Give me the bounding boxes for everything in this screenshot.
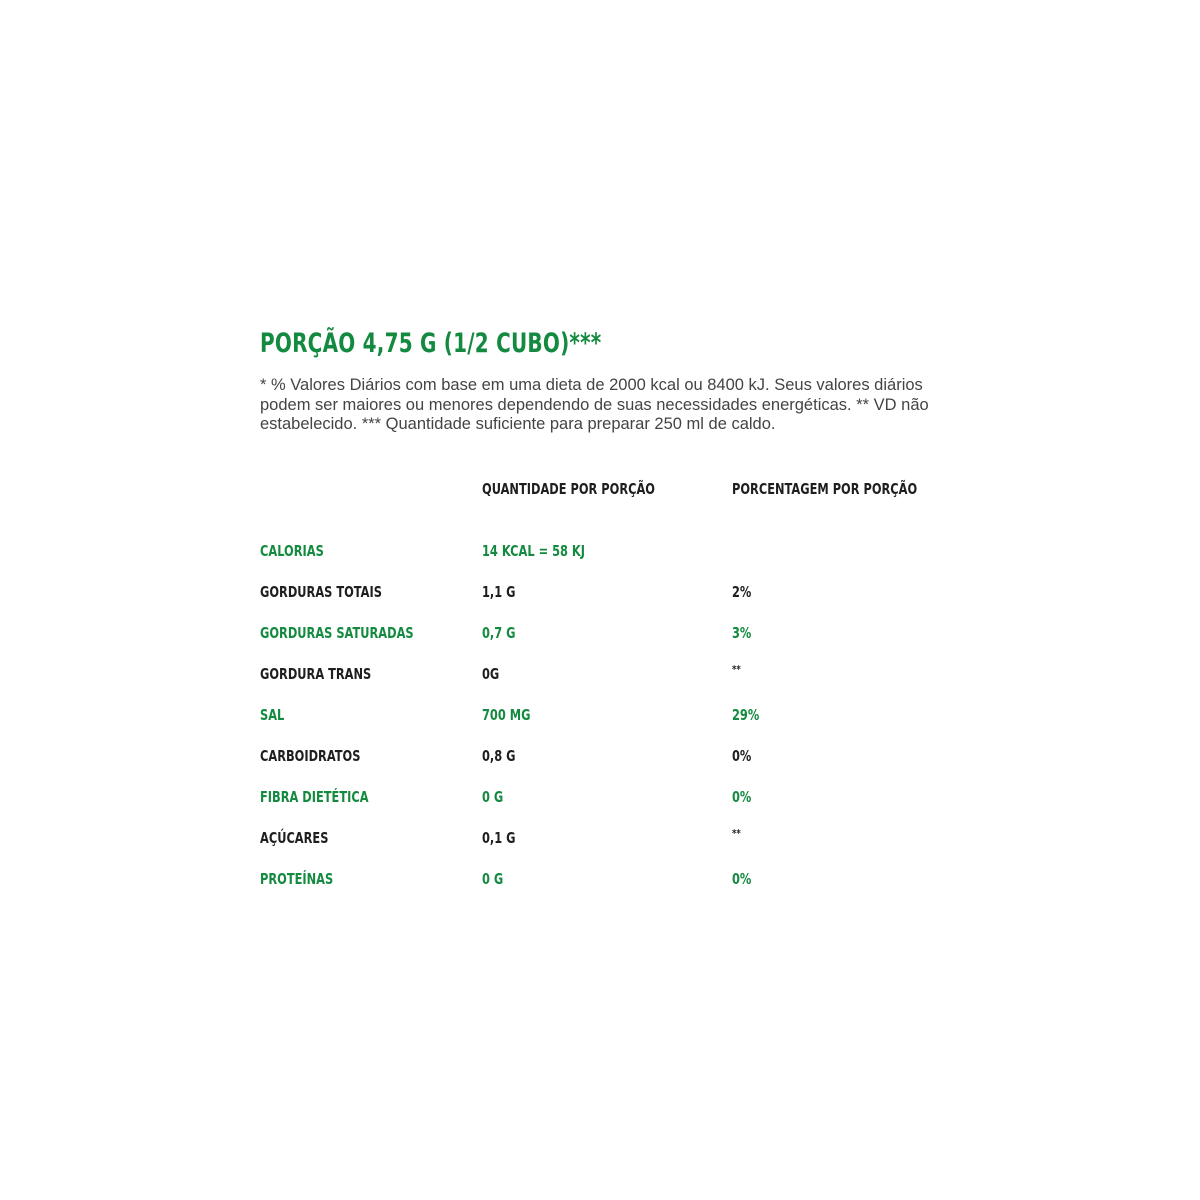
nutrient-percent: 0% <box>732 869 752 888</box>
table-row-gorduras-saturadas <box>260 623 980 664</box>
table-row-gorduras-totais <box>260 582 980 623</box>
nutrient-quantity: 0,1 G <box>482 828 516 847</box>
table-row-fibra-dietetica <box>260 787 980 828</box>
nutrient-name: CALORIAS <box>260 541 324 560</box>
nutrient-percent: ** <box>732 662 741 676</box>
nutrient-quantity: 0,7 G <box>482 623 516 642</box>
nutrient-name: GORDURA TRANS <box>260 664 372 683</box>
nutrient-percent: ** <box>732 826 741 840</box>
nutrient-percent: 3% <box>732 623 752 642</box>
nutrient-quantity: 0 G <box>482 787 504 806</box>
table-row-sal <box>260 705 980 746</box>
table-row-carboidratos <box>260 746 980 787</box>
nutrient-quantity: 700 MG <box>482 705 531 724</box>
header-percent-per-serving: PORCENTAGEM POR PORÇÃO <box>732 479 918 498</box>
nutrition-panel <box>260 326 980 910</box>
nutrient-quantity: 1,1 G <box>482 582 516 601</box>
nutrient-quantity: 0G <box>482 664 500 683</box>
nutrient-quantity: 0,8 G <box>482 746 516 765</box>
nutrient-percent: 0% <box>732 787 752 806</box>
nutrient-name: GORDURAS SATURADAS <box>260 623 414 642</box>
nutrient-percent: 29% <box>732 705 760 724</box>
table-header-row <box>260 479 980 541</box>
nutrition-table <box>260 479 980 910</box>
table-row-calorias <box>260 541 980 582</box>
daily-values-disclaimer: * % Valores Diários com base em uma dieta de 2000 kcal ou 8400 kJ. Seus valores diários podem ser maiores ou menores dependendo de suas necessidades energéticas. ** VD não estabelecido. *** Quantidade suficiente para preparar 250 ml de caldo. <box>260 376 929 433</box>
nutrient-name: PROTEÍNAS <box>260 869 334 888</box>
table-row-proteinas <box>260 869 980 910</box>
nutrient-name: FIBRA DIETÉTICA <box>260 787 369 806</box>
nutrient-name: AÇÚCARES <box>260 828 329 847</box>
serving-size-title: PORÇÃO 4,75 G (1/2 CUBO)*** <box>260 328 602 359</box>
header-quantity-per-serving: QUANTIDADE POR PORÇÃO <box>482 479 655 498</box>
nutrient-name: GORDURAS TOTAIS <box>260 582 382 601</box>
nutrient-name: CARBOIDRATOS <box>260 746 361 765</box>
nutrient-quantity: 14 KCAL = 58 KJ <box>482 541 586 560</box>
nutrient-name: SAL <box>260 705 285 724</box>
table-row-acucares <box>260 828 980 869</box>
nutrient-quantity: 0 G <box>482 869 504 888</box>
nutrient-percent: 0% <box>732 746 752 765</box>
nutrient-percent: 2% <box>732 582 752 601</box>
table-row-gordura-trans <box>260 664 980 705</box>
